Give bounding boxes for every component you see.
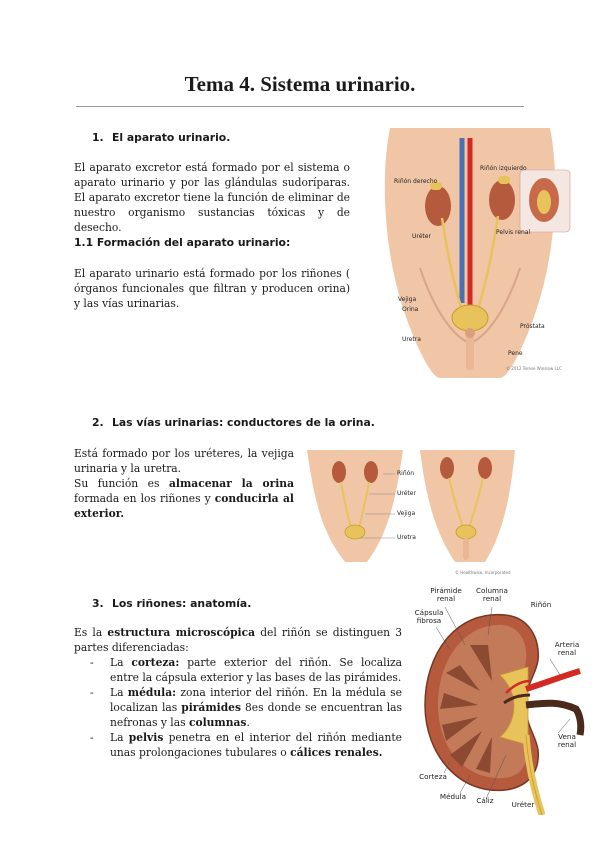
label-vejiga: Vejiga xyxy=(397,510,416,517)
label-piramide-renal: Pirámide renal xyxy=(430,586,462,603)
text-run: formada en los riñones y xyxy=(74,492,215,505)
bold-term-almacenar: almacenar la orina xyxy=(168,477,294,490)
text-run: zona interior del riñón. En la médula se localizan las xyxy=(110,686,402,714)
label-caliz: Cáliz xyxy=(476,796,494,805)
label-rinon: Riñón xyxy=(397,470,415,477)
text-run: del riñón se distinguen 3 partes diferenciadas: xyxy=(74,626,402,654)
label-uretra: Uretra xyxy=(397,534,416,541)
section-3-number: 3. xyxy=(92,597,104,610)
section-1-1-paragraph: El aparato urinario está formado por los riñones ( órganos funcionales que filtran y producen orina) y las vías urinarias. xyxy=(74,267,350,310)
label-vejiga: Vejiga xyxy=(398,296,417,303)
list-item xyxy=(74,730,402,760)
section-2-title: Las vías urinarias: conductores de la orina. xyxy=(112,416,375,429)
bold-term-estructura: estructura microscópica xyxy=(107,626,256,639)
kidney-anatomy-figure xyxy=(410,585,590,815)
text-run: La xyxy=(110,731,129,744)
section-1-number: 1. xyxy=(92,131,104,144)
label-prostata: Próstata xyxy=(520,323,545,330)
section-3-heading xyxy=(92,597,251,610)
bold-term: pelvis xyxy=(128,731,164,744)
label-pene: Pene xyxy=(508,350,523,357)
section-2-paragraph-2 xyxy=(74,476,294,521)
label-orina: Orina xyxy=(402,306,419,313)
text-run: . xyxy=(246,716,250,729)
label-capsula-fibrosa: Cápsula fibrosa xyxy=(414,608,444,625)
label-arteria-renal: Arteria renal xyxy=(554,640,580,657)
section-1-heading xyxy=(92,131,230,144)
section-2-heading xyxy=(92,416,375,429)
text-run: Su función es xyxy=(74,477,169,490)
page-title: Tema 4. Sistema urinario. xyxy=(184,72,416,96)
text-run: Es la xyxy=(74,626,108,639)
bold-term-conducirla: conducirla al exterior. xyxy=(74,492,294,520)
label-corteza: Corteza xyxy=(419,772,447,781)
bold-term: cálices renales. xyxy=(290,746,383,759)
label-vena-renal: Vena renal xyxy=(557,732,577,749)
section-3-intro xyxy=(74,625,402,655)
text-run: La xyxy=(110,686,128,699)
label-rinon-derecho: Riñón derecho xyxy=(394,178,438,185)
label-uretra: Uretra xyxy=(402,336,421,343)
section-1-title: El aparato urinario. xyxy=(112,131,231,144)
label-ureter: Uréter xyxy=(412,233,431,240)
text-run: parte exterior del riñón. Se localiza entre la cápsula exterior y las bases de las pirámides. xyxy=(110,656,402,684)
label-columna-renal: Columna renal xyxy=(476,586,508,603)
section-3-title: Los riñones: anatomía. xyxy=(112,597,252,610)
section-1-paragraph: El aparato excretor está formado por el sistema o aparato urinario y por las glándulas sudoríparas. El aparato excretor tiene la función de eliminar de nuestro organismo sustancias tóxicas y de desecho. xyxy=(74,161,350,234)
section-2-number: 2. xyxy=(92,416,104,429)
section-2-paragraph-1: Está formado por los uréteres, la vejiga urinaria y la uretra. xyxy=(74,447,294,475)
urinary-system-illustration xyxy=(360,128,578,378)
label-medula: Médula xyxy=(439,792,467,801)
list-item xyxy=(74,685,402,730)
text-run: La xyxy=(110,656,132,669)
bold-term: médula: xyxy=(127,686,177,699)
urinary-system-figure xyxy=(360,128,578,378)
label-rinon: Riñón xyxy=(530,600,552,609)
text-run: 8es donde se encuentran las nefronas y las xyxy=(110,701,402,729)
bold-term: pirámides xyxy=(181,701,241,714)
label-pelvis-renal: Pelvis renal xyxy=(496,229,531,236)
figure-2-credit: © Healthwise, Incorporated xyxy=(455,570,511,575)
title-divider xyxy=(76,106,524,107)
figure-1-credit: © 2012 Terese Winslow LLC xyxy=(506,366,562,371)
list-item xyxy=(74,655,402,685)
section-1-1-heading: 1.1 Formación del aparato urinario: xyxy=(74,236,291,249)
label-ureter: Uréter xyxy=(511,800,535,809)
urinary-tract-figure xyxy=(305,450,517,580)
bold-term: columnas xyxy=(188,716,247,729)
label-rinon-izquierdo: Riñón izquierdo xyxy=(480,165,527,172)
label-ureter: Uréter xyxy=(397,490,416,497)
kidney-parts-list xyxy=(74,655,402,760)
bold-term: corteza: xyxy=(131,656,180,669)
text-run: penetra en el interior del riñón mediante unas prolongaciones tubulares o xyxy=(110,731,403,759)
